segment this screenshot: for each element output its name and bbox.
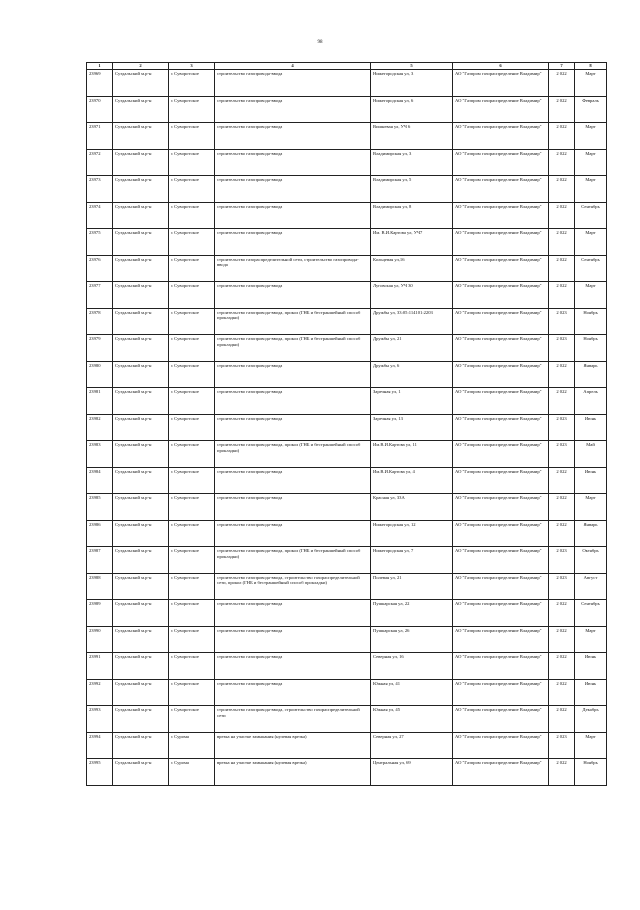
settlement-cell: с Суворотское	[169, 229, 215, 256]
work-description-cell: врезка на участке замыкания (нулевая врезка)	[215, 732, 371, 759]
page-number: 98	[317, 40, 323, 45]
year-cell: 2 023	[549, 732, 575, 759]
column-header: 7	[549, 63, 575, 70]
organization-cell: АО "Газпром газораспределение Владимир"	[453, 679, 549, 706]
work-description-cell: строительство газораспределительной сети, строительство газопровода-ввода	[215, 255, 371, 282]
year-cell: 2 022	[549, 467, 575, 494]
organization-cell: АО "Газпром газораспределение Владимир"	[453, 70, 549, 97]
address-cell: Владимирская ул, 5	[371, 176, 453, 203]
work-description-cell: строительство газопровода-ввода, строительство газораспределительной сети	[215, 706, 371, 733]
year-cell: 2 022	[549, 255, 575, 282]
table-row	[87, 123, 607, 150]
district-cell: Суздальский м.р-н	[113, 335, 169, 362]
district-cell: Суздальский м.р-н	[113, 123, 169, 150]
settlement-cell: с Суворотское	[169, 255, 215, 282]
row-number: 23985	[87, 494, 113, 521]
year-cell: 2 022	[549, 706, 575, 733]
organization-cell: АО "Газпром газораспределение Владимир"	[453, 96, 549, 123]
address-cell: Нижегородская ул, 7	[371, 547, 453, 574]
work-description-cell: строительство газопровода-ввода	[215, 600, 371, 627]
month-cell: Март	[575, 149, 607, 176]
table-row	[87, 229, 607, 256]
work-description-cell: строительство газопровода-ввода	[215, 467, 371, 494]
organization-cell: АО "Газпром газораспределение Владимир"	[453, 547, 549, 574]
month-cell: Июнь	[575, 679, 607, 706]
table-row	[87, 361, 607, 388]
month-cell: Январь	[575, 361, 607, 388]
table-row	[87, 732, 607, 759]
row-number: 23983	[87, 441, 113, 468]
district-cell: Суздальский м.р-н	[113, 202, 169, 229]
column-header: 8	[575, 63, 607, 70]
work-description-cell: строительство газопровода-ввода, прокол (ГНБ и бестраншейный способ прокладки)	[215, 441, 371, 468]
settlement-cell: с Суворотское	[169, 123, 215, 150]
table-body	[87, 70, 607, 786]
address-cell: Центральная ул, 69	[371, 759, 453, 786]
column-header: 1	[87, 63, 113, 70]
organization-cell: АО "Газпром газораспределение Владимир"	[453, 520, 549, 547]
table-row	[87, 547, 607, 574]
work-description-cell: строительство газопровода-ввода	[215, 626, 371, 653]
row-number: 23995	[87, 759, 113, 786]
column-header: 4	[215, 63, 371, 70]
address-cell: Дружбы ул, 33:05:114101:2203	[371, 308, 453, 335]
address-cell: Нижегородская ул, 6	[371, 96, 453, 123]
settlement-cell: с Суворотское	[169, 626, 215, 653]
district-cell: Суздальский м.р-н	[113, 573, 169, 600]
work-description-cell: строительство газопровода-ввода	[215, 123, 371, 150]
organization-cell: АО "Газпром газораспределение Владимир"	[453, 229, 549, 256]
address-cell: Заречная ул, 1	[371, 388, 453, 415]
district-cell: Суздальский м.р-н	[113, 414, 169, 441]
address-cell: Луговская ул, УЧ 30	[371, 282, 453, 309]
row-number: 23975	[87, 229, 113, 256]
table-row	[87, 467, 607, 494]
address-cell: Пушкарская ул, 26	[371, 626, 453, 653]
year-cell: 2 023	[549, 308, 575, 335]
address-cell: Вишневая ул, УЧ 6	[371, 123, 453, 150]
address-cell: Дружбы ул, 6	[371, 361, 453, 388]
settlement-cell: с Суворотское	[169, 202, 215, 229]
year-cell: 2 023	[549, 335, 575, 362]
row-number: 23987	[87, 547, 113, 574]
year-cell: 2 022	[549, 626, 575, 653]
organization-cell: АО "Газпром газораспределение Владимир"	[453, 361, 549, 388]
address-cell: Им. В.И.Картова ул, УЧ7	[371, 229, 453, 256]
settlement-cell: с Суворотское	[169, 467, 215, 494]
month-cell: Март	[575, 626, 607, 653]
settlement-cell: с Суворотское	[169, 388, 215, 415]
row-number: 23972	[87, 149, 113, 176]
year-cell: 2 023	[549, 414, 575, 441]
column-header: 5	[371, 63, 453, 70]
organization-cell: АО "Газпром газораспределение Владимир"	[453, 255, 549, 282]
month-cell: Сентябрь	[575, 255, 607, 282]
month-cell: Февраль	[575, 96, 607, 123]
year-cell: 2 023	[549, 547, 575, 574]
settlement-cell: с Суворотское	[169, 176, 215, 203]
month-cell: Май	[575, 441, 607, 468]
month-cell: Сентябрь	[575, 600, 607, 627]
row-number: 23976	[87, 255, 113, 282]
district-cell: Суздальский м.р-н	[113, 547, 169, 574]
address-cell: Заречная ул, 13	[371, 414, 453, 441]
table-row	[87, 441, 607, 468]
organization-cell: АО "Газпром газораспределение Владимир"	[453, 308, 549, 335]
table-row	[87, 494, 607, 521]
table-row	[87, 335, 607, 362]
settlement-cell: с Суворотское	[169, 308, 215, 335]
address-cell: Дружбы ул, 21	[371, 335, 453, 362]
work-description-cell: строительство газопровода-ввода	[215, 679, 371, 706]
header-row	[87, 63, 607, 70]
settlement-cell: с Сурома	[169, 759, 215, 786]
month-cell: Март	[575, 732, 607, 759]
year-cell: 2 023	[549, 441, 575, 468]
district-cell: Суздальский м.р-н	[113, 308, 169, 335]
row-number: 23986	[87, 520, 113, 547]
settlement-cell: с Суворотское	[169, 653, 215, 680]
work-description-cell: строительство газопровода-ввода	[215, 282, 371, 309]
work-description-cell: строительство газопровода-ввода	[215, 520, 371, 547]
address-cell: Им.В.И.Картова ул, 4	[371, 467, 453, 494]
row-number: 23992	[87, 679, 113, 706]
month-cell: Март	[575, 229, 607, 256]
table-row	[87, 573, 607, 600]
organization-cell: АО "Газпром газораспределение Владимир"	[453, 759, 549, 786]
organization-cell: АО "Газпром газораспределение Владимир"	[453, 600, 549, 627]
table-row	[87, 176, 607, 203]
address-cell: Пушкарская ул, 22	[371, 600, 453, 627]
district-cell: Суздальский м.р-н	[113, 626, 169, 653]
address-cell: Южная ул, 45	[371, 706, 453, 733]
month-cell: Ноябрь	[575, 308, 607, 335]
district-cell: Суздальский м.р-н	[113, 732, 169, 759]
district-cell: Суздальский м.р-н	[113, 176, 169, 203]
district-cell: Суздальский м.р-н	[113, 467, 169, 494]
year-cell: 2 022	[549, 229, 575, 256]
work-description-cell: строительство газопровода-ввода, прокол (ГНБ и бестраншейный способ прокладки)	[215, 547, 371, 574]
work-description-cell: строительство газопровода-ввода	[215, 202, 371, 229]
row-number: 23984	[87, 467, 113, 494]
month-cell: Апрель	[575, 388, 607, 415]
work-description-cell: строительство газопровода-ввода	[215, 653, 371, 680]
table-row	[87, 255, 607, 282]
month-cell: Март	[575, 282, 607, 309]
year-cell: 2 022	[549, 679, 575, 706]
work-description-cell: строительство газопровода-ввода	[215, 494, 371, 521]
column-header: 6	[453, 63, 549, 70]
month-cell: Июнь	[575, 414, 607, 441]
work-description-cell: строительство газопровода-ввода	[215, 414, 371, 441]
month-cell: Март	[575, 123, 607, 150]
register-table	[86, 62, 607, 786]
year-cell: 2 023	[549, 573, 575, 600]
district-cell: Суздальский м.р-н	[113, 494, 169, 521]
month-cell: Июнь	[575, 467, 607, 494]
year-cell: 2 022	[549, 388, 575, 415]
organization-cell: АО "Газпром газораспределение Владимир"	[453, 335, 549, 362]
work-description-cell: строительство газопровода-ввода, строительство газораспределительной сети, прокол (ГНБ и бестраншейный способ прокладки)	[215, 573, 371, 600]
district-cell: Суздальский м.р-н	[113, 229, 169, 256]
work-description-cell: строительство газопровода-ввода	[215, 388, 371, 415]
row-number: 23969	[87, 70, 113, 97]
organization-cell: АО "Газпром газораспределение Владимир"	[453, 467, 549, 494]
table-row	[87, 679, 607, 706]
organization-cell: АО "Газпром газораспределение Владимир"	[453, 653, 549, 680]
organization-cell: АО "Газпром газораспределение Владимир"	[453, 732, 549, 759]
address-cell: Нижегородская ул, 12	[371, 520, 453, 547]
year-cell: 2 022	[549, 70, 575, 97]
column-header: 2	[113, 63, 169, 70]
district-cell: Суздальский м.р-н	[113, 441, 169, 468]
address-cell: Красная ул, 33А	[371, 494, 453, 521]
table-row	[87, 282, 607, 309]
table-row	[87, 626, 607, 653]
work-description-cell: строительство газопровода-ввода	[215, 149, 371, 176]
row-number: 23970	[87, 96, 113, 123]
month-cell: Март	[575, 70, 607, 97]
row-number: 23988	[87, 573, 113, 600]
settlement-cell: с Суворотское	[169, 70, 215, 97]
address-cell: Кольцевая ул,16	[371, 255, 453, 282]
month-cell: Сентябрь	[575, 202, 607, 229]
table-row	[87, 706, 607, 733]
organization-cell: АО "Газпром газораспределение Владимир"	[453, 626, 549, 653]
year-cell: 2 022	[549, 149, 575, 176]
table-row	[87, 520, 607, 547]
address-cell: Владимирская ул, 8	[371, 202, 453, 229]
work-description-cell: строительство газопровода-ввода	[215, 176, 371, 203]
year-cell: 2 022	[549, 176, 575, 203]
table-row	[87, 759, 607, 786]
district-cell: Суздальский м.р-н	[113, 759, 169, 786]
address-cell: Северная ул, 27	[371, 732, 453, 759]
table-row	[87, 70, 607, 97]
table-row	[87, 308, 607, 335]
district-cell: Суздальский м.р-н	[113, 600, 169, 627]
row-number: 23993	[87, 706, 113, 733]
organization-cell: АО "Газпром газораспределение Владимир"	[453, 149, 549, 176]
district-cell: Суздальский м.р-н	[113, 520, 169, 547]
district-cell: Суздальский м.р-н	[113, 679, 169, 706]
row-number: 23989	[87, 600, 113, 627]
district-cell: Суздальский м.р-н	[113, 282, 169, 309]
settlement-cell: с Суворотское	[169, 361, 215, 388]
district-cell: Суздальский м.р-н	[113, 388, 169, 415]
year-cell: 2 022	[549, 123, 575, 150]
year-cell: 2 022	[549, 202, 575, 229]
organization-cell: АО "Газпром газораспределение Владимир"	[453, 388, 549, 415]
address-cell: Северная ул, 16	[371, 653, 453, 680]
row-number: 23971	[87, 123, 113, 150]
table-row	[87, 600, 607, 627]
district-cell: Суздальский м.р-н	[113, 361, 169, 388]
month-cell: Июнь	[575, 653, 607, 680]
work-description-cell: строительство газопровода-ввода	[215, 70, 371, 97]
month-cell: Август	[575, 573, 607, 600]
row-number: 23974	[87, 202, 113, 229]
settlement-cell: с Суворотское	[169, 414, 215, 441]
settlement-cell: с Суворотское	[169, 282, 215, 309]
column-header: 3	[169, 63, 215, 70]
table-row	[87, 96, 607, 123]
work-description-cell: строительство газопровода-ввода, прокол (ГНБ и бестраншейный способ прокладки)	[215, 308, 371, 335]
row-number: 23978	[87, 308, 113, 335]
table-row	[87, 202, 607, 229]
district-cell: Суздальский м.р-н	[113, 255, 169, 282]
work-description-cell: строительство газопровода-ввода	[215, 361, 371, 388]
year-cell: 2 022	[549, 494, 575, 521]
month-cell: Октябрь	[575, 547, 607, 574]
row-number: 23981	[87, 388, 113, 415]
settlement-cell: с Суворотское	[169, 149, 215, 176]
month-cell: Ноябрь	[575, 335, 607, 362]
month-cell: Март	[575, 494, 607, 521]
row-number: 23979	[87, 335, 113, 362]
settlement-cell: с Суворотское	[169, 547, 215, 574]
year-cell: 2 022	[549, 653, 575, 680]
organization-cell: АО "Газпром газораспределение Владимир"	[453, 706, 549, 733]
row-number: 23990	[87, 626, 113, 653]
month-cell: Декабрь	[575, 706, 607, 733]
row-number: 23977	[87, 282, 113, 309]
table-row	[87, 149, 607, 176]
settlement-cell: с Суворотское	[169, 573, 215, 600]
settlement-cell: с Суворотское	[169, 335, 215, 362]
organization-cell: АО "Газпром газораспределение Владимир"	[453, 123, 549, 150]
settlement-cell: с Суворотское	[169, 679, 215, 706]
settlement-cell: с Суворотское	[169, 600, 215, 627]
work-description-cell: строительство газопровода-ввода	[215, 96, 371, 123]
settlement-cell: с Сурома	[169, 732, 215, 759]
row-number: 23980	[87, 361, 113, 388]
organization-cell: АО "Газпром газораспределение Владимир"	[453, 282, 549, 309]
settlement-cell: с Суворотское	[169, 494, 215, 521]
settlement-cell: с Суворотское	[169, 441, 215, 468]
address-cell: Нижегородская ул, 3	[371, 70, 453, 97]
address-cell: Южная ул, 41	[371, 679, 453, 706]
row-number: 23973	[87, 176, 113, 203]
year-cell: 2 022	[549, 361, 575, 388]
row-number: 23994	[87, 732, 113, 759]
organization-cell: АО "Газпром газораспределение Владимир"	[453, 573, 549, 600]
table-row	[87, 653, 607, 680]
year-cell: 2 022	[549, 759, 575, 786]
month-cell: Январь	[575, 520, 607, 547]
district-cell: Суздальский м.р-н	[113, 149, 169, 176]
settlement-cell: с Суворотское	[169, 706, 215, 733]
district-cell: Суздальский м.р-н	[113, 96, 169, 123]
settlement-cell: с Суворотское	[169, 96, 215, 123]
work-description-cell: строительство газопровода-ввода	[215, 229, 371, 256]
year-cell: 2 022	[549, 96, 575, 123]
table-row	[87, 414, 607, 441]
year-cell: 2 022	[549, 600, 575, 627]
table-row	[87, 388, 607, 415]
organization-cell: АО "Газпром газораспределение Владимир"	[453, 176, 549, 203]
row-number: 23991	[87, 653, 113, 680]
address-cell: Им.В.И.Картова ул, 11	[371, 441, 453, 468]
address-cell: Полевая ул, 21	[371, 573, 453, 600]
organization-cell: АО "Газпром газораспределение Владимир"	[453, 202, 549, 229]
district-cell: Суздальский м.р-н	[113, 706, 169, 733]
district-cell: Суздальский м.р-н	[113, 653, 169, 680]
organization-cell: АО "Газпром газораспределение Владимир"	[453, 441, 549, 468]
settlement-cell: с Суворотское	[169, 520, 215, 547]
organization-cell: АО "Газпром газораспределение Владимир"	[453, 494, 549, 521]
year-cell: 2 022	[549, 520, 575, 547]
work-description-cell: строительство газопровода-ввода, прокол (ГНБ и бестраншейный способ прокладки)	[215, 335, 371, 362]
district-cell: Суздальский м.р-н	[113, 70, 169, 97]
month-cell: Ноябрь	[575, 759, 607, 786]
year-cell: 2 022	[549, 282, 575, 309]
month-cell: Март	[575, 176, 607, 203]
row-number: 23982	[87, 414, 113, 441]
address-cell: Владимирская ул, 3	[371, 149, 453, 176]
organization-cell: АО "Газпром газораспределение Владимир"	[453, 414, 549, 441]
work-description-cell: врезка на участке замыкания (нулевая врезка)	[215, 759, 371, 786]
